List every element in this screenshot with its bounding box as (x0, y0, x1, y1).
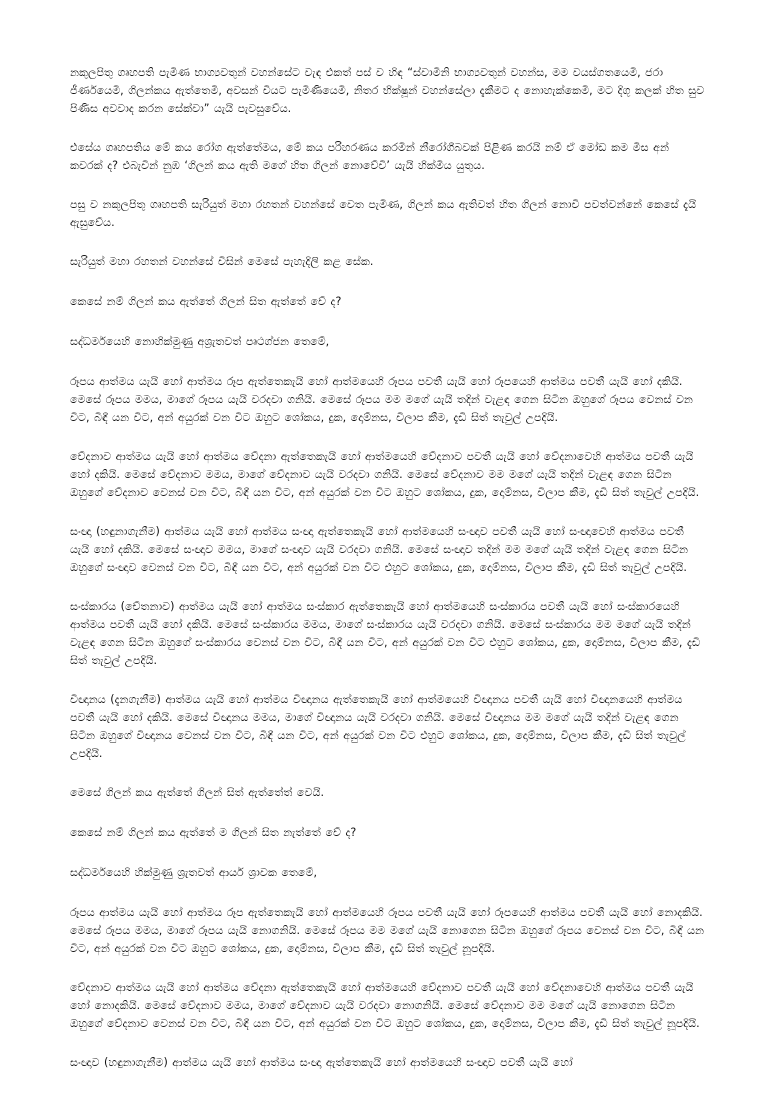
paragraph: එසේය ගෘහපතිය මේ කය රෝග ඇත්තේමය, මේ කය පරිහරණය කරමින් නීරෝගීබවක් පිළිණ කරයි නම් ඒ මෝඩ කම මිස අන් කවරක් ද? එබැවින් නුඹ ‘ගිලන් කය ඇති මගේ හිත ගිලන් නොවේවි’ යැයි හික්මිය යුතුය. (70, 141, 669, 172)
paragraph: සැරියුත් මහා රහතන් වහන්සේ විසින් මෙසේ පැහැදිලි කළ සේක. (70, 255, 374, 268)
paragraph: සංඥා (හඳුනාගැනීම) ආත්මය යැයි හෝ ආත්මය සංඥා ඇත්තෙකැයි හෝ ආත්මයෙහි සංඥාව පවතී යැයි හෝ සංඥාවෙහි ආත්මය පවතී යැයි හෝ දකියි. මෙසේ සංඥාව මමය, මාගේ සංඥාව යැයි වරදවා ගනියි. මෙසේ සංඥාව තදින් මම මගේ යැයි තදින් වැළඳ ගෙන සිටින ඔහුගේ සංඥාව වෙනස් වන විට, බිඳී යන විට, අන් අයුරක් වන විට එහුට ශෝකය, දුක, දොම්නස, විලාප කීම, දැඩි සිත් තැවුල් උපදියි. (70, 525, 688, 574)
paragraph: සද්ධර්මයෙහි නොහික්මුණු අශ්‍රැතවත් පෘථග්ජන තෙමේ, (70, 335, 330, 348)
paragraph: පසු ව නකුලපිතු ගෘහපති සැරියුත් මහා රහතන් වහන්සේ වෙත පැමිණ, ගිලන් කය ඇතිවත් හිත ගිලන් නොවී පවත්වන්නේ කෙසේ දැයි ඇසුවේය. (70, 198, 697, 229)
paragraph: වේදනාව ආත්මය යැයි හෝ ආත්මය වේදනා ඇත්තෙකැයි හෝ ආත්මයෙහි වේදනාව පවතී යැයි හෝ වේදනාවෙහි ආත්මය පවතී යැයි හෝ නොදකියි. මෙසේ වේදනාව මමය, මාගේ වේදනාව යැයි වරදවා නොගනියි. මෙසේ වේදනාව මම මගේ යැයි නොගෙන සිටින ඔහුගේ වේදනාව වෙනස් වන විට, බිඳී යන විට, අන් අයුරක් වන විට ඔහුට ශෝකය, දුක, දොම්නස, විලාප කීම, දැඩි සිත් තැවුල් නූපදියි. (70, 981, 700, 1030)
paragraph: සංස්කාරය (චේතනාව) ආත්මය යැයි හෝ ආත්මය සංස්කාර ඇත්තෙකැයි හෝ ආත්මයෙහි සංස්කාරය පවතී යැයි හෝ සංස්කාරයෙහි ආත්මය පවතී යැයි හෝ දකියි. මෙසේ සංස්කාරය මමය, මාගේ සංස්කාරය යැයි වරදවා ගනියි. මෙසේ සංස්කාරය මම මගේ යැයි තදින් වැළඳ ගෙන සිටින ඔහුගේ සංස්කාරය වෙනස් වන විට, බිඳී යන විට, අන් අයුරක් වන විට එහුට ශෝකය, දුක, දොම්නස, විලාප කීම, දැඩි සිත් තැවුල් උපදියි. (70, 600, 701, 667)
document-body (70, 64, 706, 1093)
paragraph: රූපය ආත්මය යැයි හෝ ආත්මය රූප ඇත්තෙකැයි හෝ ආත්මයෙහි රූපය පවතී යැයි හෝ රූපයෙහි ආත්මය පවතී යැයි හෝ දකියි. මෙසේ රූපය මමය, මාගේ රූපය යැයි වරදවා ගනියි. මෙසේ රූපය මම මගේ යැයි තදින් වැළඳ ගෙන සිටින ඔහුගේ රූපය වෙනස් වන විට, බිඳී යන විට, අන් අයුරක් වන විට ඔහුට ශෝකය, දුක, දොම්නස, විලාප කීම, දැඩි සිත් තැවුල් උපදියි. (70, 375, 693, 424)
paragraph: කෙසේ නම් ගිලන් කය ඇත්තේ ම ගිලන් සිත නැත්තේ වේ ද? (70, 826, 357, 839)
paragraph: සංඥාව (හඳුනාගැනීම) ආත්මය යැයි හෝ ආත්මය සංඥා ඇත්තෙකැයි හෝ ආත්මයෙහි සංඥාව පවතී යැයි හෝ (70, 1056, 573, 1069)
paragraph: රූපය ආත්මය යැයි හෝ ආත්මය රූප ඇත්තෙකැයි හෝ ආත්මයෙහි රූපය පවතී යැයි හෝ රූපයෙහි ආත්මය පවතී යැයි හෝ නොදකියි. මෙසේ රූපය මමය, මාගේ රූපය යැයි නොගනියි. මෙසේ රූපය මම මගේ යැයි නොගෙන සිටින ඔහුගේ රූපය වෙනස් වන විට, බිඳී යන විට, අන් අයුරක් වන විට ඔහුට ශෝකය, දුක, දොම්නස, විලාප කීම, දැඩි සිත් තැවුල් නූපදියි. (70, 906, 705, 955)
paragraph: මෙසේ ගිලන් කය ඇත්තේ ගිලන් සිත් ඇත්තේත් වෙයි. (70, 786, 324, 799)
paragraph: වේදනාව ආත්මය යැයි හෝ ආත්මය වේදනා ඇත්තෙකැයි හෝ ආත්මයෙහි වේදනාව පවතී යැයි හෝ වේදනාවෙහි ආත්මය පවතී යැයි හෝ දකියි. මෙසේ වේදනාව මමය, මාගේ වේදනාව යැයි වරදවා ගනියි. මෙසේ වේදනාව මම මගේ යැයි තදින් වැළඳ ගෙන සිටින ඔහුගේ වේදනාව වෙනස් වන විට, බිඳී යන විට, අන් අයුරක් වන විට ඔහුට ශෝකය, දුක, දොම්නස, විලාප කීම, දැඩි සිත් තැවුල් උපදියි. (70, 450, 700, 499)
paragraph: කෙසේ නම් ගිලන් කය ඇත්තේ ගිලන් සිත ඇත්තේ වේ ද? (70, 295, 342, 308)
paragraph: විඥානය (දැනගැනීම) ආත්මය යැයි හෝ ආත්මය විඥානය ඇත්තෙකැයි හෝ ආත්මයෙහි විඥානය පවතී යැයි හෝ විඥානයෙහි ආත්මය පවතී යැයි හෝ දකියි. මෙසේ විඥානය මමය, මාගේ විඥානය යැයි වරදවා ගනියි. මෙසේ විඥානය මම මගේ යැයි තදින් වැළඳ ගෙන සිටින ඔහුගේ විඥානය වෙනස් වන විට, බිඳී යන විට, අන් අයුරක් වන විට එහුට ශෝකය, දුක, දොම්නස, විලාප කීම, දැඩි සිත් තැවුල් උපදියි. (70, 693, 686, 760)
paragraph: සද්ධර්මයෙහි හික්මුණු ශ්‍රැතවත් ආර්ය ශ්‍රාවක තෙමේ, (70, 866, 317, 879)
paragraph: නකුලපිතු ගෘහපති පැමිණ භාග්‍යවතුන් වහන්සේට වැඳ එකත් පස් ව හිඳ “ස්වාමීනි භාග්‍යවතුන් වහන්ස, මම වයස්ගතයෙමි, ජරා ජීර්ණයෙමි, ගිලන්කය ඇත්තෙමි, අවසන් වියට පැමිණියෙමි, නිතර භික්ෂූන් වහන්සේලා දැකීමට ද නොහැක්කෙමි, මට දිගු කලක් හිත සුව පිණිස අවවාද කරන සේක්වා” යැයි පැවසුවේය. (70, 66, 705, 115)
